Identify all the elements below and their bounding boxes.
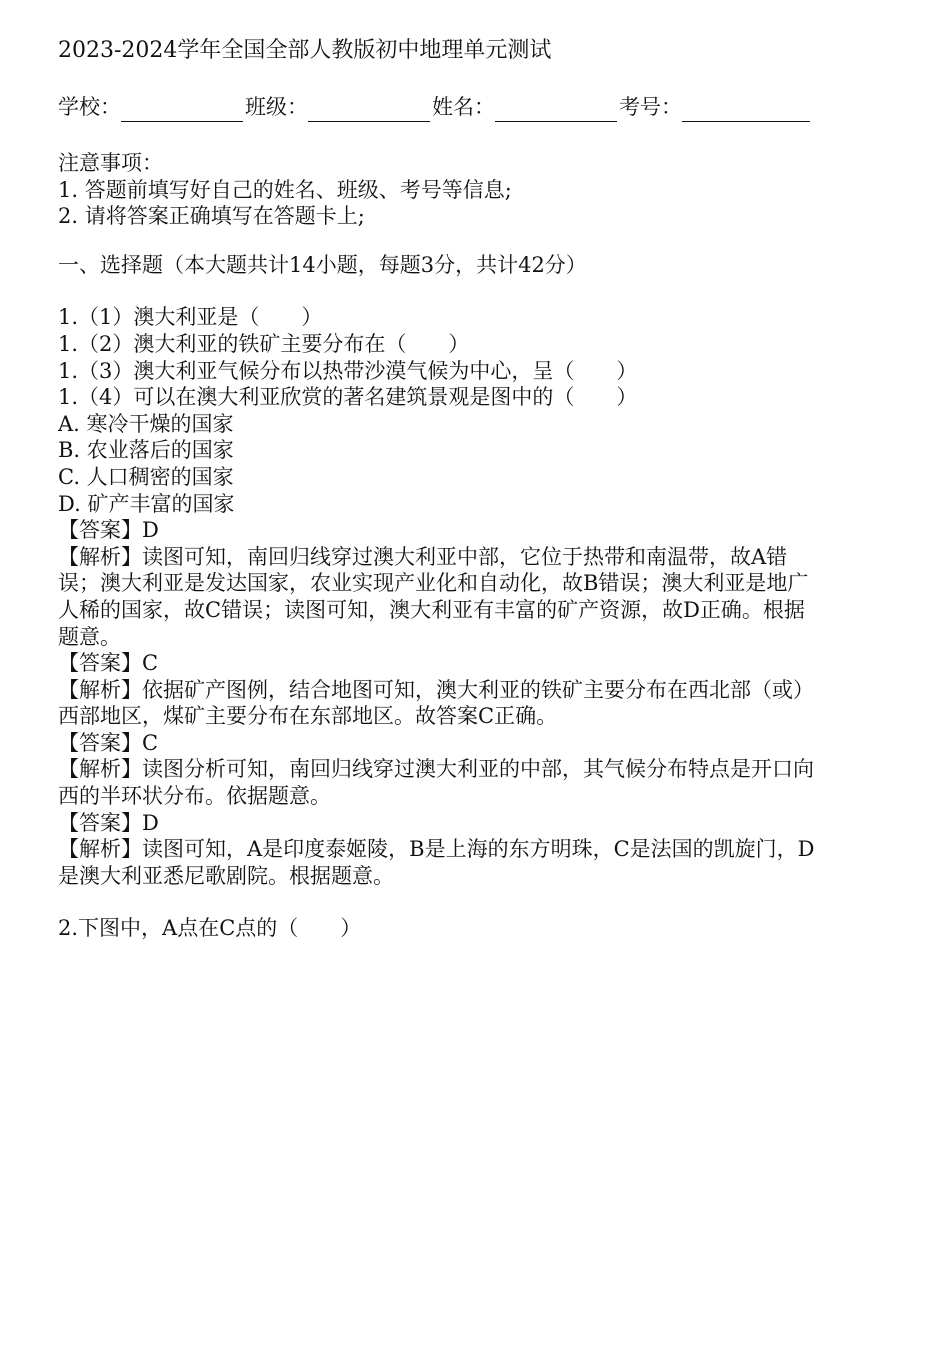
- analysis-line: 【解析】读图可知，A是印度泰姬陵，B是上海的东方明珠，C是法国的凯旋门，D: [58, 837, 815, 862]
- option-c: C. 人口稠密的国家: [58, 464, 234, 489]
- student-info-row: [58, 92, 893, 122]
- school-label: 学校：: [58, 95, 121, 119]
- name-blank: [495, 99, 617, 122]
- class-blank: [308, 99, 430, 122]
- answer-block: [58, 517, 893, 650]
- answer-line: 【答案】C: [58, 651, 159, 676]
- option-b: B. 农业落后的国家: [58, 438, 234, 463]
- answer-block: [58, 650, 893, 730]
- sub-question: 1.（1）澳大利亚是（ ）: [58, 305, 323, 330]
- analysis-line: 是澳大利亚悉尼歌剧院。根据题意。: [58, 863, 394, 888]
- answer-block: [58, 730, 893, 810]
- notice-item: 1. 答题前填写好自己的姓名、班级、考号等信息;: [58, 177, 512, 202]
- answer-line: 【答案】D: [58, 810, 159, 835]
- page-title: 2023-2024学年全国全部人教版初中地理单元测试: [58, 38, 552, 63]
- answer-block: [58, 810, 893, 890]
- question-2: 2.下图中，A点在C点的（ ）: [58, 916, 362, 941]
- name-label: 姓名：: [432, 95, 495, 119]
- analysis-line: 题意。: [58, 624, 121, 649]
- exam-number-label: 考号：: [619, 95, 682, 119]
- option-a: A. 寒冷干燥的国家: [58, 411, 234, 436]
- class-label: 班级：: [245, 95, 308, 119]
- sub-question: 1.（4）可以在澳大利亚欣赏的著名建筑景观是图中的（ ）: [58, 385, 638, 410]
- answer-line: 【答案】C: [58, 730, 159, 755]
- exam-page: [58, 36, 893, 942]
- notice-item: 2. 请将答案正确填写在答题卡上;: [58, 204, 365, 229]
- notice-heading: 注意事项：: [58, 151, 163, 175]
- answer-line: 【答案】D: [58, 518, 159, 543]
- school-blank: [121, 99, 243, 122]
- question-1: [58, 304, 893, 889]
- analysis-line: 误；澳大利亚是发达国家，农业实现产业化和自动化，故B错误；澳大利亚是地广: [58, 571, 809, 596]
- sub-question: 1.（3）澳大利亚气候分布以热带沙漠气候为中心，呈（ ）: [58, 358, 638, 383]
- analysis-line: 【解析】依据矿产图例，结合地图可知，澳大利亚的铁矿主要分布在西北部（或）: [58, 677, 814, 702]
- sub-question: 1.（2）澳大利亚的铁矿主要分布在（ ）: [58, 331, 470, 356]
- analysis-line: 【解析】读图可知，南回归线穿过澳大利亚中部，它位于热带和南温带，故A错: [58, 544, 788, 569]
- analysis-line: 西部地区，煤矿主要分布在东部地区。故答案C正确。: [58, 704, 558, 729]
- analysis-line: 【解析】读图分析可知，南回归线穿过澳大利亚的中部，其气候分布特点是开口向: [58, 757, 814, 782]
- notice-block: [58, 150, 893, 230]
- section-heading: 一、选择题（本大题共计14小题，每题3分，共计42分）: [58, 252, 587, 277]
- analysis-line: 西的半环状分布。依据题意。: [58, 784, 331, 809]
- analysis-line: 人稀的国家，故C错误；读图可知，澳大利亚有丰富的矿产资源，故D正确。根据: [58, 597, 805, 622]
- exam-number-blank: [682, 99, 810, 122]
- option-d: D. 矿产丰富的国家: [58, 491, 235, 516]
